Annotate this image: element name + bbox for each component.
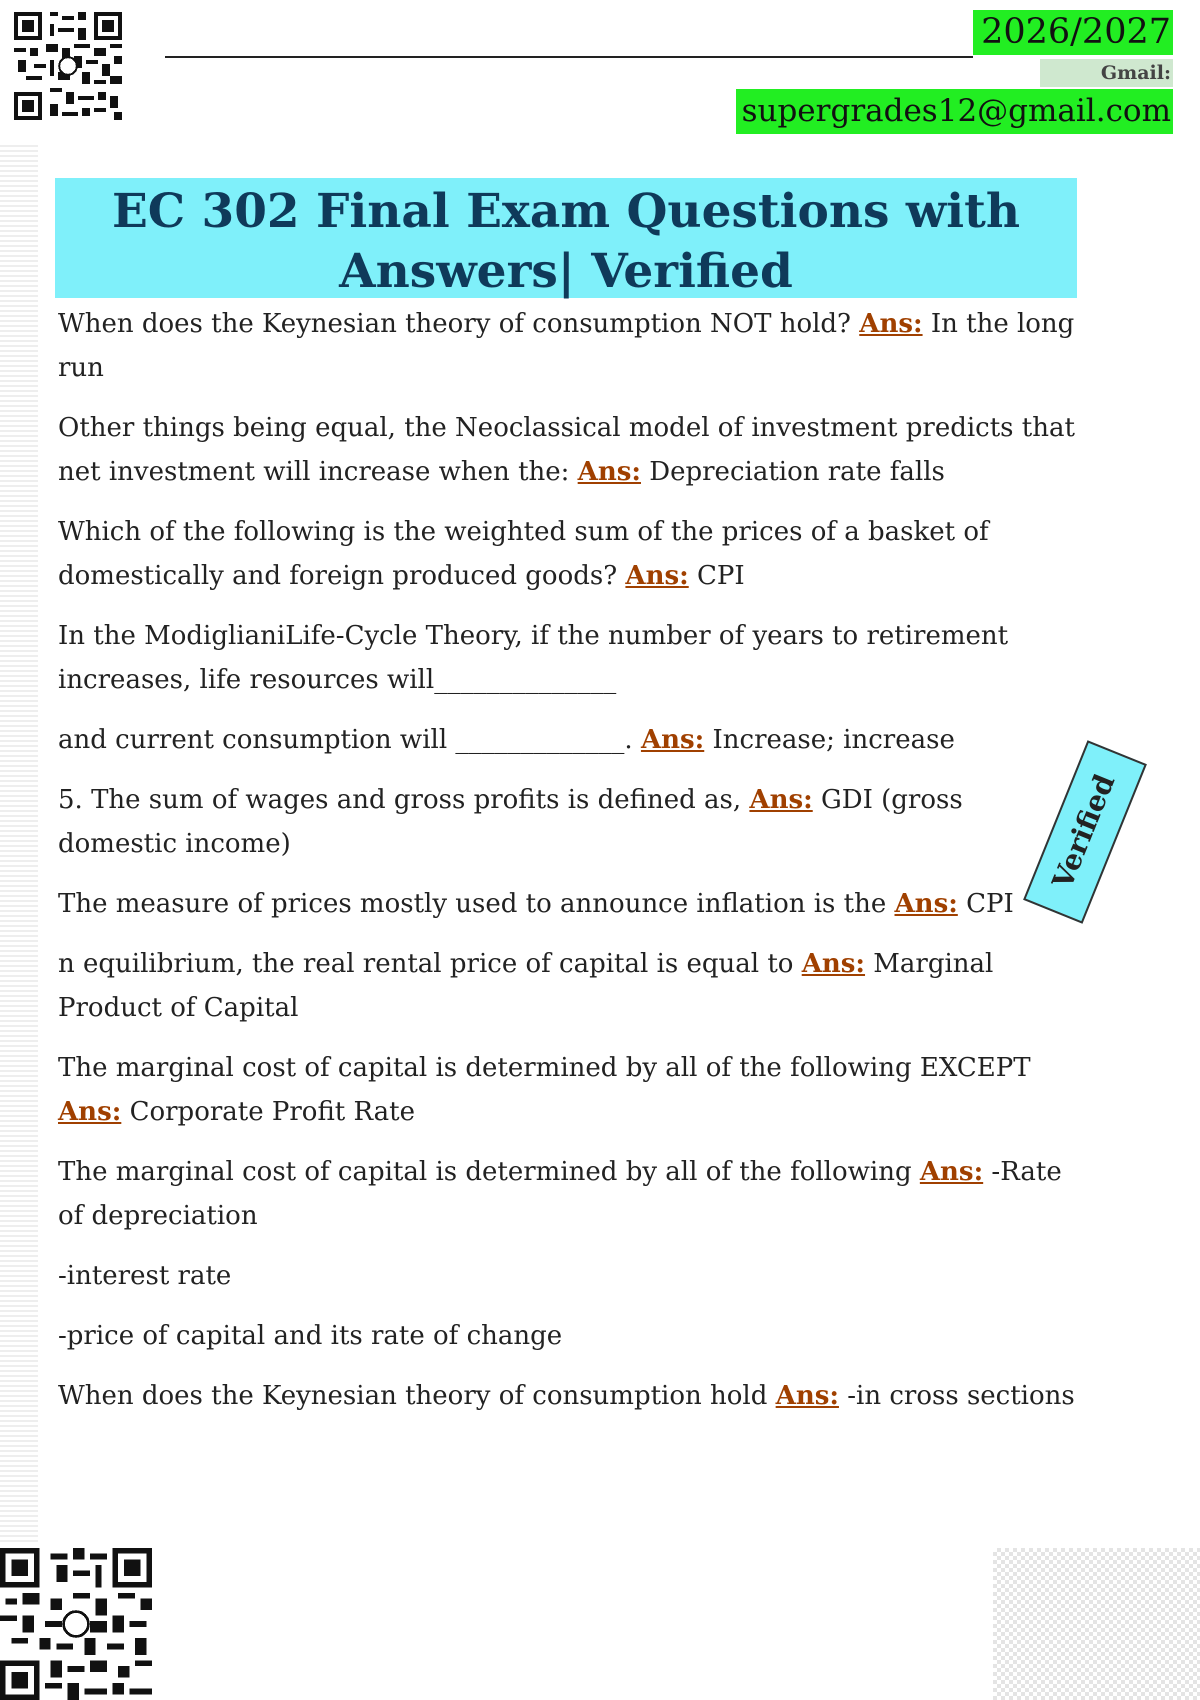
qa-item [58,718,1083,762]
question-text: When does the Keynesian theory of consumption NOT hold? [58,309,860,339]
answer-text: -in cross sections [838,1381,1075,1411]
question-text: Which of the following is the weighted sum of the prices of a basket of domestically and foreign produced goods? [58,517,989,591]
answer-label: Ans: [859,309,923,339]
answer-text: Depreciation rate falls [640,457,945,487]
question-text: The marginal cost of capital is determined by all of the following [58,1157,920,1187]
answer-label: Ans: [625,561,689,591]
qa-list [58,302,1083,1434]
question-text: -price of capital and its rate of change [58,1321,563,1351]
qr-code-bottom-graphic [0,1548,152,1700]
answer-label: Ans: [640,725,705,755]
qr-code-icon [0,1548,152,1700]
answer-text: -Rate of depreciation [58,1157,1062,1231]
qa-item [58,302,1083,390]
title-line-1: EC 302 Final Exam Questions with [111,184,1021,239]
question-text: n equilibrium, the real rental price of capital is equal to [58,949,802,979]
answer-text: CPI [957,889,1014,919]
answer-text: GDI (gross domestic income) [58,785,963,859]
question-text: The measure of prices mostly used to announce inflation is the [58,889,895,919]
qa-item [58,614,1083,702]
year-badge: 2026/2027 [973,10,1173,55]
answer-text: In the long run [58,309,1075,383]
qa-item [58,1150,1083,1238]
answer-text: CPI [688,561,745,591]
qr-code-icon [14,12,122,120]
answer-label: Ans: [577,457,641,487]
question-text: In the ModiglianiLife-Cycle Theory, if the number of years to retirement increases, life resources will______________ [58,621,1009,695]
question-text: When does the Keynesian theory of consumption hold [58,1381,776,1411]
title-line-2: Answers| Verified [339,244,793,299]
answer-label: Ans: [775,1381,839,1411]
qa-item [58,942,1083,1030]
question-text: and current consumption will _____________. [58,725,641,755]
qa-item [58,406,1083,494]
answer-text: Increase; increase [704,725,955,755]
qr-code-top-graphic [14,12,122,120]
gmail-label: Gmail: [1040,59,1173,87]
answer-text: Corporate Profit Rate [121,1097,416,1127]
qa-item [58,1314,1083,1358]
answer-label: Ans: [919,1157,984,1187]
answer-label: Ans: [58,1097,122,1127]
qa-item [58,510,1083,598]
qa-item [58,1374,1083,1418]
qa-item [58,778,1083,866]
question-text: The marginal cost of capital is determined by all of the following EXCEPT [58,1053,1031,1083]
qa-item [58,1254,1083,1298]
answer-label: Ans: [801,949,866,979]
document-title-box [55,178,1077,298]
document-title [55,178,1077,302]
header-rule [165,56,973,58]
contact-email: supergrades12@gmail.com [736,89,1173,134]
question-text: -interest rate [58,1261,232,1291]
qa-item [58,882,1083,926]
question-text: Other things being equal, the Neoclassical model of investment predicts that net investment will increase when the: [58,413,1075,487]
answer-label: Ans: [749,785,813,815]
left-margin-stripe [0,145,38,1545]
question-text: 5. The sum of wages and gross profits is defined as, [58,785,750,815]
answer-label: Ans: [894,889,958,919]
decorative-checker-corner [993,1548,1200,1700]
verified-stamp: Verified [1023,740,1147,923]
answer-text: Marginal Product of Capital [58,949,994,1023]
qa-item [58,1046,1083,1134]
